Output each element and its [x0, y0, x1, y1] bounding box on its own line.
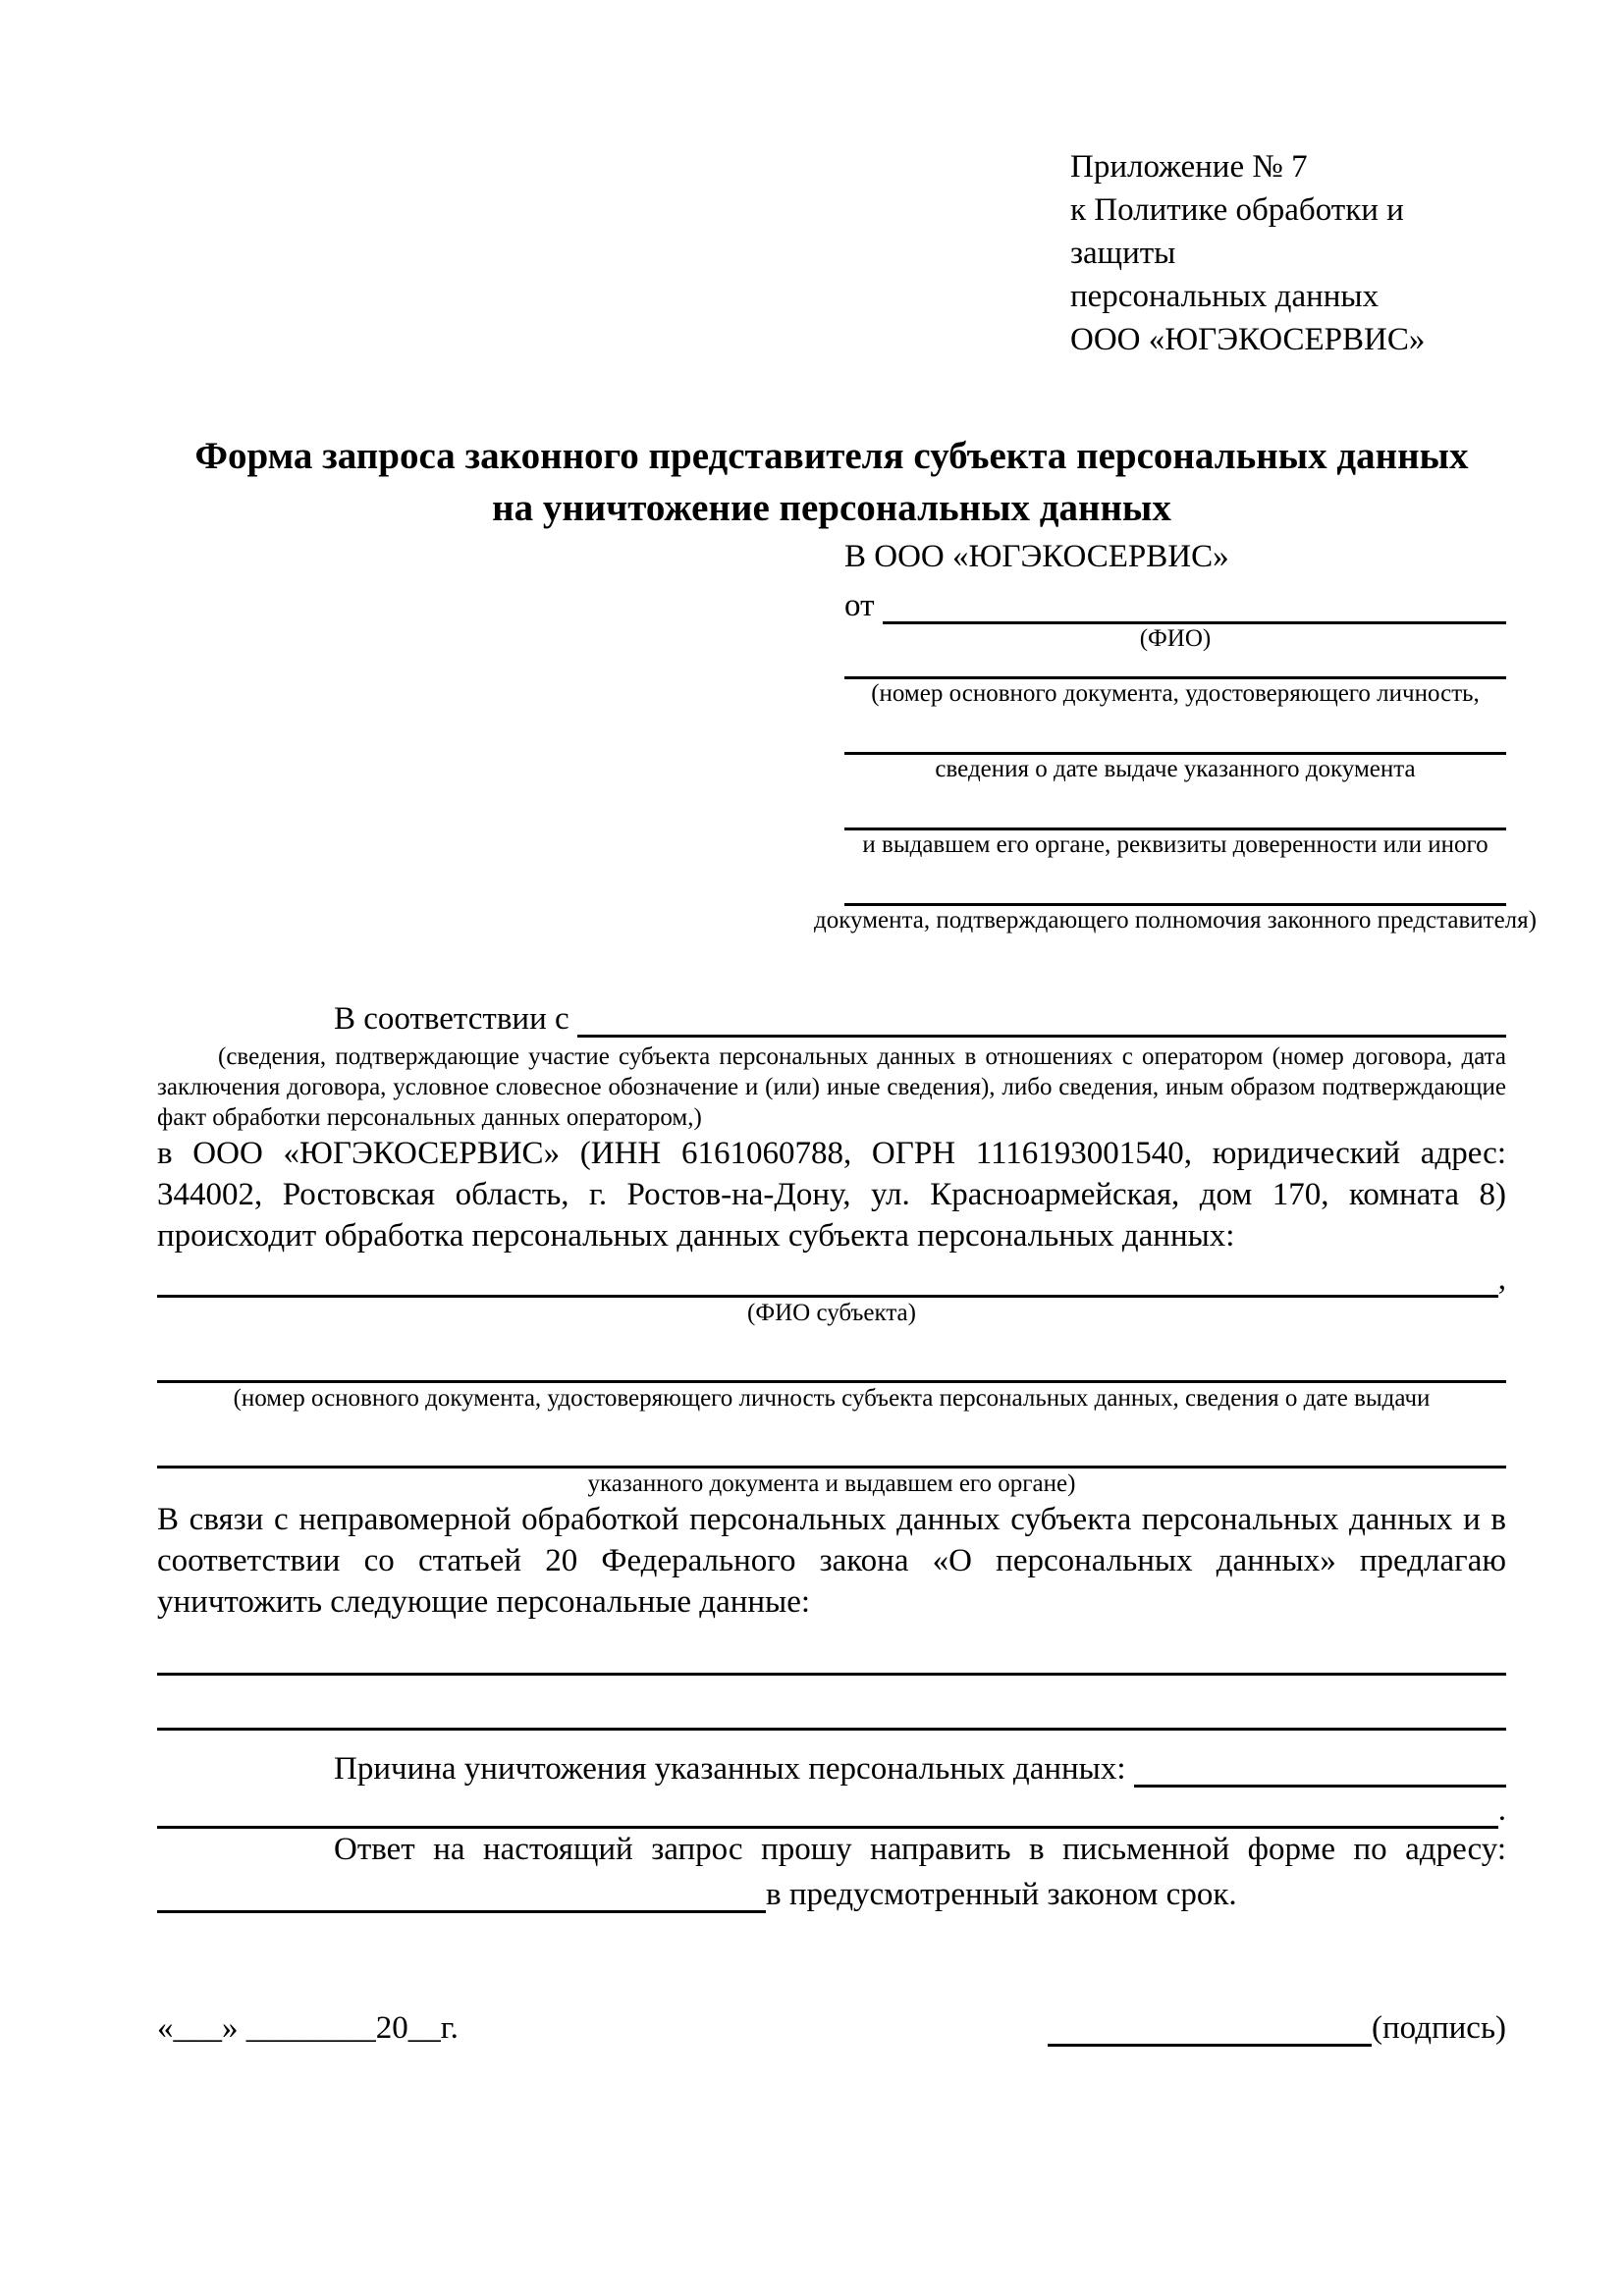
- blank-line: [844, 654, 1506, 679]
- appendix-line: к Политике обработки и защиты: [1070, 192, 1404, 271]
- addressee-to: В ООО «ЮГЭКОСЕРВИС»: [844, 539, 1229, 574]
- answer-paragraph: Ответ на настоящий запрос прошу направить в письменной форме по адресу:: [334, 1832, 1506, 1867]
- blank-line-caption: (номер основного документа, удостоверяющего личность,: [871, 680, 1480, 707]
- date-signature-row: [157, 2007, 1506, 2047]
- subject-doc-caption-1: (номер основного документа, удостоверяющего личность субъекта персональных данных, сведения о дате выдачи: [233, 1385, 1431, 1412]
- subject-doc-blank-line-1: [157, 1342, 1506, 1383]
- signature-blank-line: [1048, 2007, 1372, 2047]
- accordance-label: В соответствии с: [334, 1001, 577, 1037]
- operator-paragraph: в ООО «ЮГЭКОСЕРВИС» (ИНН 6161060788, ОГРН 1116193001540, юридический адрес: 344002, Ростовская область, г. Ростов-на-Дону, ул. Красноармейская, дом 170, комната 8) происходит обработка персональных данных субъекта персональных данных:: [157, 1136, 1506, 1254]
- reason-continuation-row: [157, 1788, 1506, 1829]
- data-blank-line-1: [157, 1634, 1506, 1676]
- accordance-blank-line: [577, 992, 1506, 1038]
- answer-tail-row: [157, 1870, 1506, 1913]
- form-title-line-2: на уничтожение персональных данных: [492, 487, 1171, 529]
- from-blank-line: [883, 579, 1506, 624]
- accordance-row: [157, 992, 1506, 1038]
- reason-row: [157, 1742, 1506, 1788]
- subject-fio-blank-line: [157, 1256, 1498, 1298]
- subject-fio-row: [157, 1256, 1506, 1298]
- trailing-period: .: [1497, 1792, 1506, 1828]
- signature-group: [1048, 2007, 1506, 2047]
- blank-line: [844, 709, 1506, 755]
- subject-doc-blank-line-2: [157, 1427, 1506, 1468]
- trailing-comma: ,: [1497, 1261, 1506, 1297]
- blank-line: [844, 860, 1506, 906]
- date-field: «___» ________20__г.: [157, 2010, 459, 2046]
- subject-doc-row-2: [157, 1427, 1506, 1468]
- fio-caption: (ФИО): [1139, 625, 1212, 652]
- subject-fio-caption: (ФИО субъекта): [747, 1300, 916, 1326]
- appendix-line: Приложение № 7: [1070, 149, 1308, 185]
- answer-tail-text: в предусмотренный законом срок.: [766, 1877, 1237, 1912]
- from-label: от: [844, 588, 883, 623]
- address-blank-line: [157, 1870, 766, 1913]
- accordance-note: (сведения, подтверждающие участие субъекта персональных данных в отношениях с оператором (номер договора, дата заключения договора, условное словесное обозначение и (или) иные сведения), либо сведения, иным образом подтверждающие факт обработки персональных данных оператором,): [157, 1043, 1506, 1131]
- reason-blank-line: [1134, 1742, 1506, 1788]
- form-title: [157, 430, 1506, 534]
- form-title-line-1: Форма запроса законного представителя субъекта персональных данных: [194, 435, 1469, 477]
- appendix-line: персональных данных: [1070, 279, 1380, 314]
- blank-line-caption: сведения о дате выдаче указанного документа: [935, 756, 1416, 782]
- blank-line-caption: документа, подтверждающего полномочия законного представителя): [814, 907, 1537, 934]
- reason-label: Причина уничтожения указанных персональных данных:: [334, 1751, 1134, 1787]
- destruction-paragraph: В связи с неправомерной обработкой персональных данных субъекта персональных данных и в соответствии со статьей 20 Федерального закона «О персональных данных» предлагаю уничтожить следующие персональные данные:: [157, 1502, 1506, 1620]
- data-blank-line-2: [157, 1689, 1506, 1731]
- blank-line-caption: и выдавшем его органе, реквизиты доверенности или иного: [862, 831, 1489, 858]
- appendix-line: ООО «ЮГЭКОСЕРВИС»: [1070, 322, 1426, 357]
- addressee-block: [814, 534, 1537, 935]
- reason-continuation-line: [157, 1788, 1498, 1829]
- subject-doc-caption-2: указанного документа и выдавшем его органе): [587, 1470, 1076, 1497]
- signature-caption: (подпись): [1372, 2010, 1506, 2046]
- appendix-note: [1070, 145, 1506, 361]
- blank-line: [844, 784, 1506, 830]
- subject-doc-row-1: [157, 1342, 1506, 1383]
- from-row: [844, 579, 1506, 624]
